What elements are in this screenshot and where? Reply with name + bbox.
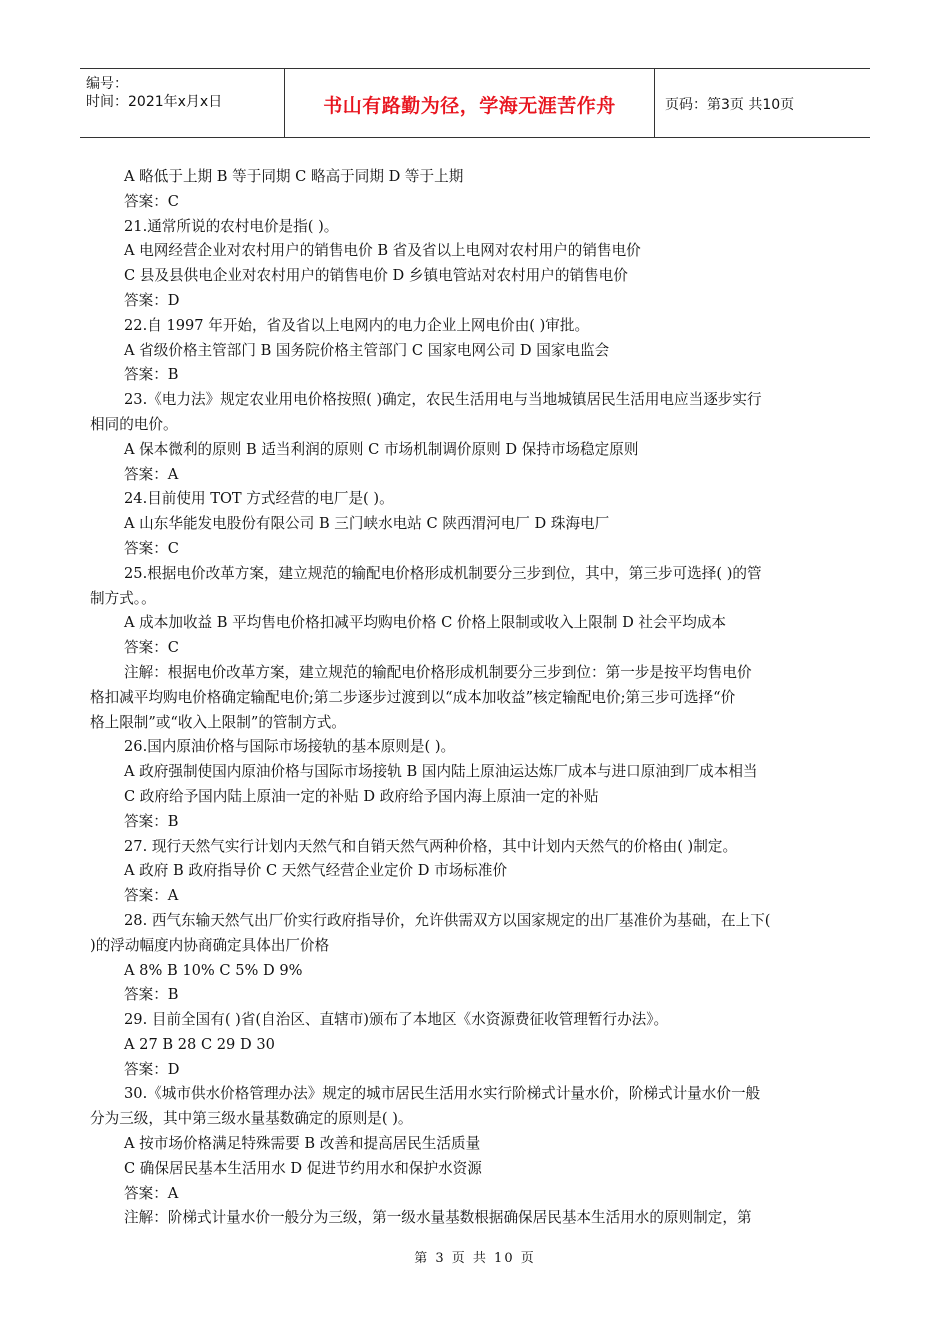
text-line: 24.目前使用 TOT 方式经营的电厂是( )。 [124, 490, 394, 508]
text-line: A 保本微利的原则 B 适当利润的原则 C 市场机制调价原则 D 保持市场稳定原则 [124, 440, 639, 458]
text-line: 28. 西气东输天然气出厂价实行政府指导价，允许供需双方以国家规定的出厂基准价为基础，在上下( [124, 911, 771, 929]
motto-text: 书山有路勤为径，学海无涯苦作舟 [323, 95, 616, 117]
text-line: 注解：阶梯式计量水价一般分为三级，第一级水量基数根据确保居民基本生活用水的原则制定，第 [124, 1209, 752, 1227]
text-line: 25.根据电价改革方案，建立规范的输配电价格形成机制要分三步到位，其中，第三步可选择( )的管 [124, 564, 762, 582]
text-line: A 政府 B 政府指导价 C 天然气经营企业定价 D 市场标准价 [124, 862, 508, 880]
document-date-label: 时间：2021年x月x日 [86, 94, 223, 110]
header-info-cell [80, 69, 285, 137]
text-line: A 27 B 28 C 29 D 30 [124, 1035, 275, 1053]
text-line: A 山东华能发电股份有限公司 B 三门峡水电站 C 陕西渭河电厂 D 珠海电厂 [124, 515, 610, 533]
page-footer: 第 3 页 共 10 页 [414, 1251, 536, 1266]
document-body [90, 165, 860, 1231]
text-line: 答案：B [124, 366, 179, 384]
text-line: 答案：D [124, 1060, 180, 1078]
text-line: 答案：A [124, 465, 179, 483]
header-page-cell [655, 69, 870, 137]
text-line: 答案：C [124, 192, 179, 210]
text-line: 23.《电力法》规定农业用电价格按照( )确定，农民生活用电与当地城镇居民生活用电应当逐步实行 [124, 391, 762, 409]
text-line: 答案：B [124, 986, 179, 1004]
text-line: 格上限制”或“收入上限制”的管制方式。 [90, 713, 346, 731]
text-line: 答案：A [124, 1184, 179, 1202]
text-line: C 县及县供电企业对农村用户的销售电价 D 乡镇电管站对农村用户的销售电价 [124, 267, 628, 285]
text-line: 答案：D [124, 291, 180, 309]
text-line: A 略低于上期 B 等于同期 C 略高于同期 D 等于上期 [124, 168, 464, 185]
text-line: A 按市场价格满足特殊需要 B 改善和提高居民生活质量 [124, 1135, 481, 1153]
text-line: C 政府给予国内陆上原油一定的补贴 D 政府给予国内海上原油一定的补贴 [124, 787, 599, 805]
text-line: A 省级价格主管部门 B 国务院价格主管部门 C 国家电网公司 D 国家电监会 [124, 341, 610, 359]
page-info: 页码：第3页 共10页 [665, 97, 795, 113]
text-line: C 确保居民基本生活用水 D 促进节约用水和保护水资源 [124, 1159, 482, 1177]
text-line: 注解：根据电价改革方案，建立规范的输配电价格形成机制要分三步到位：第一步是按平均售电价 [124, 663, 752, 681]
document-number-label: 编号： [86, 76, 128, 92]
text-line: A 政府强制使国内原油价格与国际市场接轨 B 国内陆上原油运达炼厂成本与进口原油到厂成本相当 [124, 763, 758, 781]
text-line: 分为三级，其中第三级水量基数确定的原则是( )。 [90, 1110, 413, 1128]
text-line: 答案：A [124, 887, 179, 905]
text-line: 29. 目前全国有( )省(自治区、直辖市)颁布了本地区《水资源费征收管理暂行办法》。 [124, 1011, 669, 1029]
text-line: 22.自 1997 年开始，省及省以上电网内的电力企业上网电价由( )审批。 [124, 316, 590, 334]
text-line: 相同的电价。 [90, 415, 178, 433]
text-line: 30.《城市供水价格管理办法》规定的城市居民生活用水实行阶梯式计量水价，阶梯式计量水价一般 [124, 1085, 761, 1103]
text-line: A 成本加收益 B 平均售电价格扣减平均购电价格 C 价格上限制或收入上限制 D 社会平均成本 [124, 614, 726, 632]
text-line: 答案：C [124, 539, 179, 557]
page-header [80, 68, 870, 138]
text-line: 26.国内原油价格与国际市场接轨的基本原则是( )。 [124, 738, 456, 756]
text-line: A 8% B 10% C 5% D 9% [124, 961, 303, 979]
text-line: 制方式。。 [90, 589, 156, 607]
text-line: 答案：C [124, 639, 179, 657]
text-line: 答案：B [124, 812, 179, 830]
header-motto-cell [285, 69, 655, 137]
text-line: 格扣减平均购电价格确定输配电价;第二步逐步过渡到以“成本加收益”核定输配电价;第三步可选择“价 [90, 688, 736, 706]
text-line: )的浮动幅度内协商确定具体出厂价格 [90, 936, 330, 954]
text-line: 27. 现行天然气实行计划内天然气和自销天然气两种价格，其中计划内天然气的价格由( )制定。 [124, 837, 738, 855]
text-line: A 电网经营企业对农村用户的销售电价 B 省及省以上电网对农村用户的销售电价 [124, 242, 641, 260]
text-line: 21.通常所说的农村电价是指( )。 [124, 217, 339, 235]
